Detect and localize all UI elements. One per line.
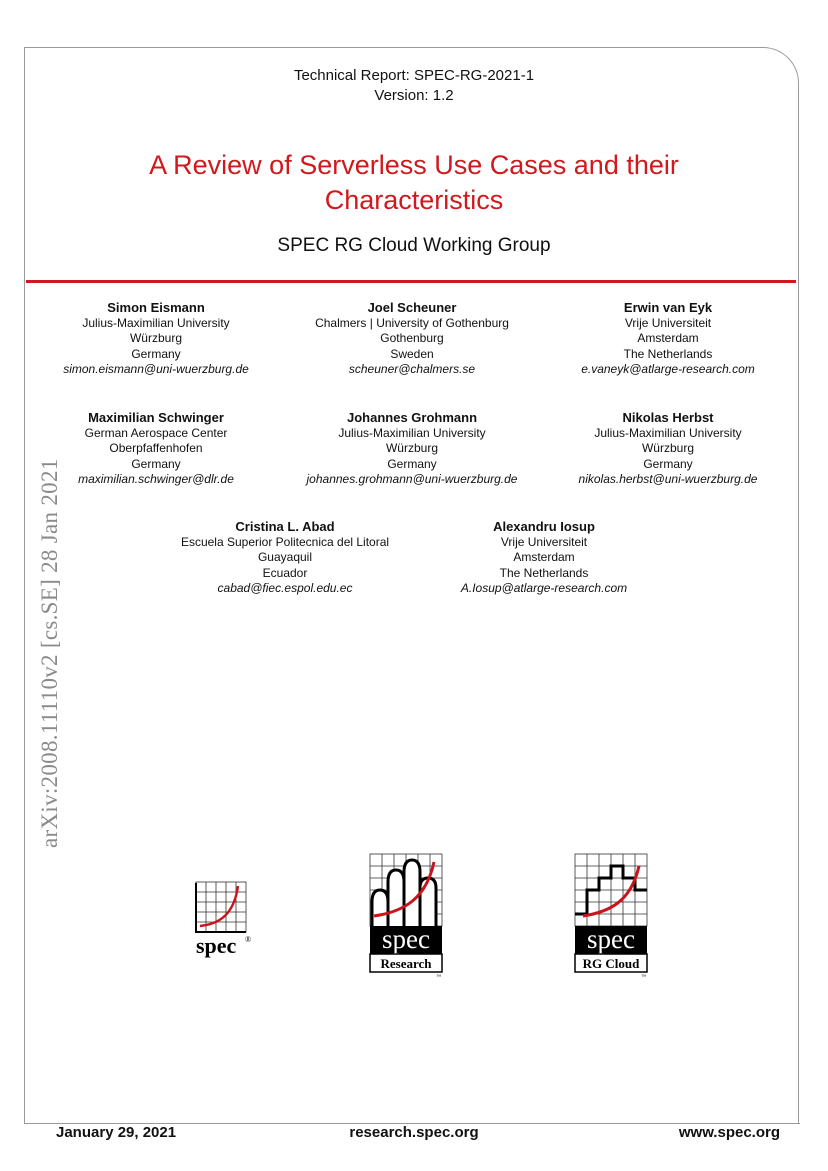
author-city: Oberpfaffenhofen bbox=[109, 441, 203, 456]
author-city: Amsterdam bbox=[513, 550, 575, 565]
trademark-mark: ™ bbox=[436, 975, 441, 980]
spec-research-logo bbox=[368, 852, 446, 980]
cloud-logo-wordmark: spec bbox=[587, 924, 635, 954]
spec-rg-cloud-logo bbox=[573, 852, 651, 980]
author-country: Ecuador bbox=[262, 565, 308, 580]
trademark-mark: ™ bbox=[641, 975, 646, 980]
author-country: Germany bbox=[387, 456, 437, 471]
author-email[interactable]: simon.eismann@uni-wuerzburg.de bbox=[63, 361, 249, 376]
author-email[interactable]: A.Iosup@atlarge-research.com bbox=[460, 580, 628, 595]
author-email[interactable]: johannes.grohmann@uni-wuerzburg.de bbox=[306, 471, 518, 486]
author-city: Würzburg bbox=[641, 441, 694, 456]
research-logo-wordmark: spec bbox=[382, 924, 430, 954]
footer-spec-link[interactable]: www.spec.org bbox=[678, 1124, 780, 1141]
paper-title-line-1: A Review of Serverless Use Cases and their bbox=[149, 150, 679, 180]
footer-research-link[interactable]: research.spec.org bbox=[349, 1124, 479, 1141]
author-country: Sweden bbox=[390, 346, 434, 361]
rg-cloud-label: RG Cloud bbox=[582, 956, 640, 971]
author-city: Würzburg bbox=[129, 331, 182, 346]
author-block bbox=[262, 300, 562, 377]
working-group: SPEC RG Cloud Working Group bbox=[277, 235, 551, 256]
registered-mark: ® bbox=[245, 935, 252, 944]
author-affiliation: German Aerospace Center bbox=[84, 426, 228, 440]
author-block bbox=[6, 300, 306, 377]
arxiv-identifier: arXiv:2008.11110v2 [cs.SE] 28 Jan 2021 bbox=[37, 458, 62, 848]
title-divider bbox=[26, 280, 796, 283]
author-name: Cristina L. Abad bbox=[235, 519, 335, 534]
author-affiliation: Vrije Universiteit bbox=[624, 316, 712, 330]
author-email[interactable]: cabad@fiec.espol.edu.ec bbox=[217, 580, 353, 595]
paper-title bbox=[0, 148, 828, 218]
author-name: Alexandru Iosup bbox=[493, 519, 595, 534]
author-name: Joel Scheuner bbox=[367, 300, 457, 315]
author-email[interactable]: e.vaneyk@atlarge-research.com bbox=[581, 361, 755, 376]
author-city: Guayaquil bbox=[257, 550, 313, 565]
author-country: Germany bbox=[131, 456, 181, 471]
author-country: Germany bbox=[131, 346, 181, 361]
author-block bbox=[262, 410, 562, 487]
author-name: Erwin van Eyk bbox=[623, 300, 713, 315]
author-affiliation: Julius-Maximilian University bbox=[338, 426, 486, 440]
author-block bbox=[518, 410, 818, 487]
author-block bbox=[394, 519, 694, 596]
research-label: Research bbox=[380, 956, 432, 971]
author-affiliation: Vrije Universiteit bbox=[500, 535, 588, 549]
author-country: The Netherlands bbox=[623, 346, 713, 361]
author-name: Simon Eismann bbox=[107, 300, 205, 315]
report-version: Version: 1.2 bbox=[374, 87, 454, 104]
author-affiliation: Julius-Maximilian University bbox=[594, 426, 742, 440]
footer-date: January 29, 2021 bbox=[56, 1124, 177, 1141]
author-country: Germany bbox=[643, 456, 693, 471]
author-name: Johannes Grohmann bbox=[346, 410, 478, 425]
spec-logo bbox=[190, 878, 262, 960]
author-email[interactable]: scheuner@chalmers.se bbox=[348, 361, 476, 376]
author-city: Würzburg bbox=[385, 441, 438, 456]
author-block bbox=[518, 300, 818, 377]
author-name: Nikolas Herbst bbox=[622, 410, 714, 425]
author-city: Gothenburg bbox=[380, 331, 444, 346]
author-block bbox=[135, 519, 435, 596]
spec-logo-wordmark: spec bbox=[196, 933, 237, 958]
author-email[interactable]: maximilian.schwinger@dlr.de bbox=[78, 471, 234, 486]
author-affiliation: Chalmers | University of Gothenburg bbox=[315, 316, 509, 330]
paper-title-line-2: Characteristics bbox=[324, 185, 504, 215]
author-affiliation: Julius-Maximilian University bbox=[82, 316, 230, 330]
author-affiliation: Escuela Superior Politecnica del Litoral bbox=[180, 535, 390, 549]
report-number: Technical Report: SPEC-RG-2021-1 bbox=[293, 67, 535, 84]
author-country: The Netherlands bbox=[499, 565, 589, 580]
author-city: Amsterdam bbox=[637, 331, 699, 346]
author-name: Maximilian Schwinger bbox=[88, 410, 224, 425]
author-email[interactable]: nikolas.herbst@uni-wuerzburg.de bbox=[578, 471, 758, 486]
